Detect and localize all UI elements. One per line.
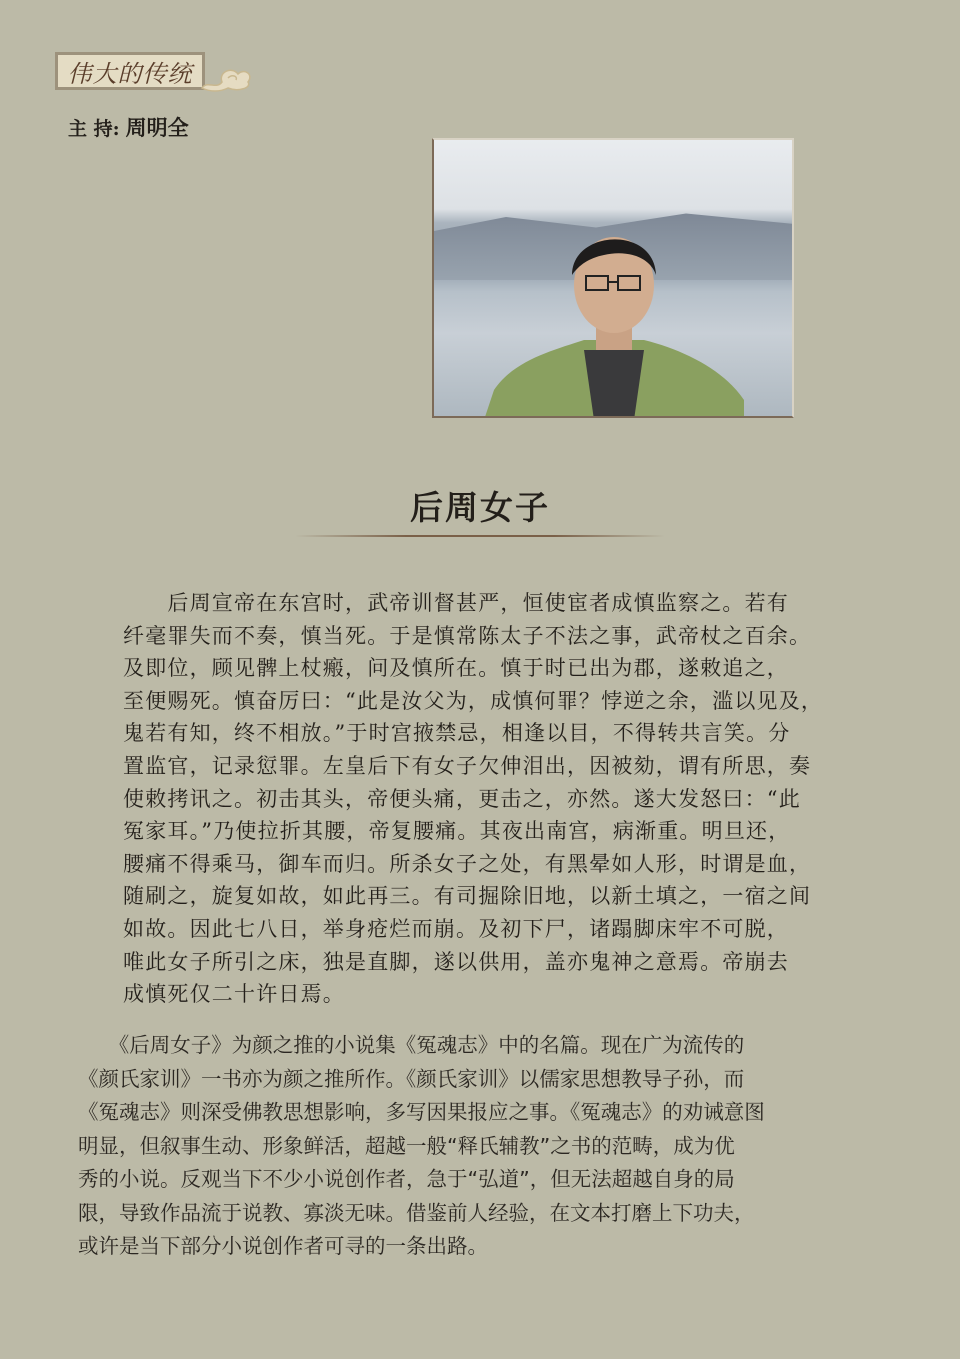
text-line: 限，导致作品流于说教、寡淡无味。借鉴前人经验，在文本打磨上下功夫， — [78, 1200, 755, 1225]
text-line: 及即位，顾见髀上杖瘢，问及慎所在。慎于时已出为郡，遂敕追之， — [123, 656, 789, 681]
text-line: 置监官，记录愆罪。左皇后下有女子欠伸泪出，因被劾，谓有所思，奏 — [123, 753, 812, 778]
text-line: 或许是当下部分小说创作者可寻的一条出路。 — [78, 1234, 488, 1258]
host-label: 主 持: — [68, 118, 120, 140]
author-photo — [432, 138, 794, 418]
text-line: 纤毫罪失而不奏，慎当死。于是慎常陈太子不法之事，武帝杖之百余。 — [123, 623, 812, 648]
auspicious-cloud-icon — [198, 62, 254, 94]
text-line: 成慎死仅二十许日焉。 — [123, 982, 345, 1007]
text-line: 腰痛不得乘马，御车而归。所杀女子之处，有黑晕如人形，时谓是血， — [123, 851, 812, 876]
classic-text — [123, 587, 833, 1011]
text-line: 随刷之，旋复如故，如此再三。有司掘除旧地，以新土填之，一宿之间 — [123, 884, 812, 909]
text-line: 《后周女子》为颜之推的小说集《冤魂志》中的名篇。现在广为流传的 — [78, 1033, 745, 1057]
text-line: 使敕拷讯之。初击其头，帝便头痛，更击之，亦然。遂大发怒曰：“此 — [123, 786, 801, 811]
title-divider — [295, 535, 665, 537]
text-line: 《颜氏家训》一书亦为颜之推所作。《颜氏家训》以儒家思想教导子孙，而 — [78, 1066, 745, 1091]
text-line: 《冤魂志》则深受佛教思想影响，多写因果报应之事。《冤魂志》的劝诫意图 — [78, 1100, 765, 1124]
text-line: 鬼若有知，终不相放。”于时宫掖禁忌，相逢以目，不得转共言笑。分 — [123, 721, 791, 746]
text-line: 后周宣帝在东宫时，武帝训督甚严，恒使宦者成慎监察之。若有 — [123, 591, 789, 615]
text-line: 冤家耳。”乃使拉折其腰，帝复腰痛。其夜出南宫，病渐重。明旦还， — [123, 819, 791, 844]
text-line: 至便赐死。慎奋厉曰：“此是汝父为，成慎何罪？悖逆之余，滥以见及， — [123, 688, 824, 713]
person-portrait — [484, 220, 744, 418]
commentary-text — [78, 1029, 878, 1264]
text-line: 如故。因此七八日，举身疮烂而崩。及初下尸，诸蹋脚床牢不可脱， — [123, 916, 789, 941]
text-line: 秀的小说。反观当下不少小说创作者，急于“弘道”，但无法超越自身的局 — [78, 1167, 735, 1191]
host-name: 周明全 — [125, 115, 189, 140]
column-logo-text: 伟大的传统 — [67, 59, 193, 88]
article-title: 后周女子 — [410, 488, 550, 527]
host-credit — [68, 112, 189, 142]
column-logo — [55, 52, 205, 90]
text-line: 唯此女子所引之床，独是直脚，遂以供用，盖亦鬼神之意焉。帝崩去 — [123, 949, 789, 974]
text-line: 明显，但叙事生动、形象鲜活，超越一般“释氏辅教”之书的范畴，成为优 — [78, 1133, 735, 1158]
